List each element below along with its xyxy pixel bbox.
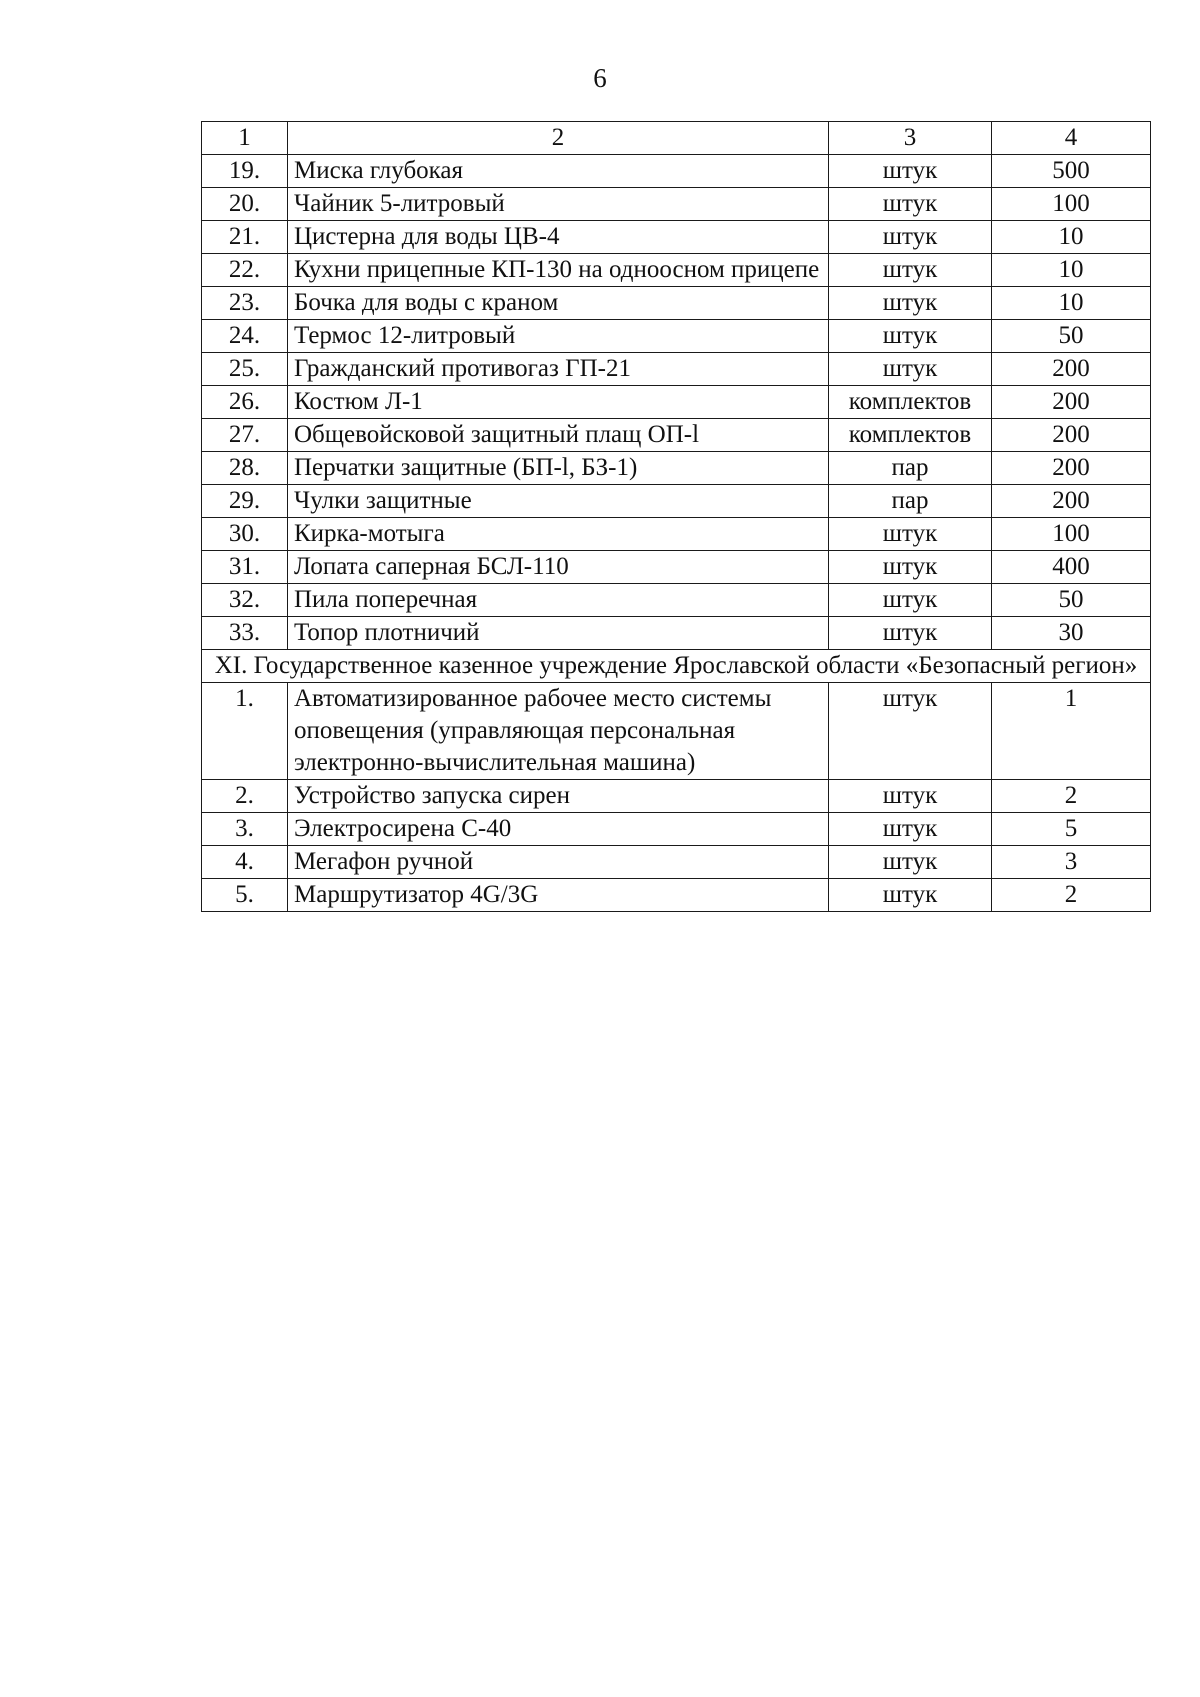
table-row (202, 617, 1151, 650)
item-name: Миска глубокая (288, 155, 829, 188)
item-name: Чайник 5-литровый (288, 188, 829, 221)
header-cell-col3: 3 (829, 122, 992, 155)
unit-of-measure: штук (829, 584, 992, 617)
item-name: Перчатки защитные (БП-l, БЗ-1) (288, 452, 829, 485)
table-row (202, 780, 1151, 813)
unit-of-measure: штук (829, 518, 992, 551)
quantity: 200 (992, 485, 1151, 518)
quantity: 100 (992, 518, 1151, 551)
row-number: 24. (202, 320, 288, 353)
table-row (202, 188, 1151, 221)
equipment-table (201, 121, 1151, 912)
table-row (202, 221, 1151, 254)
row-number: 2. (202, 780, 288, 813)
quantity: 50 (992, 584, 1151, 617)
row-number: 30. (202, 518, 288, 551)
table-row (202, 419, 1151, 452)
unit-of-measure: штук (829, 813, 992, 846)
quantity: 2 (992, 780, 1151, 813)
quantity: 100 (992, 188, 1151, 221)
row-number: 22. (202, 254, 288, 287)
table-row (202, 254, 1151, 287)
quantity: 10 (992, 287, 1151, 320)
unit-of-measure: пар (829, 452, 992, 485)
quantity: 3 (992, 846, 1151, 879)
unit-of-measure: штук (829, 155, 992, 188)
table-row (202, 155, 1151, 188)
row-number: 25. (202, 353, 288, 386)
item-name: Цистерна для воды ЦВ-4 (288, 221, 829, 254)
item-name: Кирка-мотыга (288, 518, 829, 551)
row-number: 26. (202, 386, 288, 419)
row-number: 20. (202, 188, 288, 221)
quantity: 5 (992, 813, 1151, 846)
quantity: 200 (992, 419, 1151, 452)
unit-of-measure: штук (829, 879, 992, 912)
quantity: 200 (992, 386, 1151, 419)
row-number: 1. (202, 683, 288, 780)
page-number: 6 (593, 63, 607, 93)
header-cell-col1: 1 (202, 122, 288, 155)
item-name: Бочка для воды с краном (288, 287, 829, 320)
item-name: Лопата саперная БСЛ-110 (288, 551, 829, 584)
row-number: 5. (202, 879, 288, 912)
quantity: 500 (992, 155, 1151, 188)
unit-of-measure: штук (829, 320, 992, 353)
item-name: Термос 12-литровый (288, 320, 829, 353)
unit-of-measure: штук (829, 551, 992, 584)
quantity: 2 (992, 879, 1151, 912)
quantity: 10 (992, 254, 1151, 287)
table-row (202, 485, 1151, 518)
header-cell-col4: 4 (992, 122, 1151, 155)
unit-of-measure: штук (829, 287, 992, 320)
row-number: 29. (202, 485, 288, 518)
row-number: 31. (202, 551, 288, 584)
table-row (202, 551, 1151, 584)
table-row (202, 846, 1151, 879)
quantity: 10 (992, 221, 1151, 254)
row-number: 23. (202, 287, 288, 320)
table-row (202, 518, 1151, 551)
quantity: 50 (992, 320, 1151, 353)
unit-of-measure: штук (829, 221, 992, 254)
item-name: Топор плотничий (288, 617, 829, 650)
unit-of-measure: пар (829, 485, 992, 518)
unit-of-measure: штук (829, 846, 992, 879)
table-row (202, 320, 1151, 353)
item-name: Электросирена С-40 (288, 813, 829, 846)
quantity: 400 (992, 551, 1151, 584)
table-row (202, 353, 1151, 386)
item-name: Кухни прицепные КП-130 на одноосном прицепе (288, 254, 829, 287)
row-number: 27. (202, 419, 288, 452)
item-name: Общевойсковой защитный плащ ОП-l (288, 419, 829, 452)
table-row (202, 584, 1151, 617)
row-number: 21. (202, 221, 288, 254)
unit-of-measure: штук (829, 780, 992, 813)
item-name: Гражданский противогаз ГП-21 (288, 353, 829, 386)
unit-of-measure: штук (829, 188, 992, 221)
item-name: Пила поперечная (288, 584, 829, 617)
unit-of-measure: комплектов (829, 419, 992, 452)
unit-of-measure: штук (829, 353, 992, 386)
section-title: XI. Государственное казенное учреждение Ярославской области «Безопасный регион» (202, 650, 1151, 683)
header-cell-col2: 2 (288, 122, 829, 155)
table-header-row (202, 122, 1151, 155)
unit-of-measure: штук (829, 617, 992, 650)
item-name: Чулки защитные (288, 485, 829, 518)
row-number: 28. (202, 452, 288, 485)
row-number: 19. (202, 155, 288, 188)
row-number: 33. (202, 617, 288, 650)
item-name: Костюм Л-1 (288, 386, 829, 419)
quantity: 200 (992, 353, 1151, 386)
table-row (202, 879, 1151, 912)
item-name: Автоматизированное рабочее место системы оповещения (управляющая персональная электронно-вычислительная машина) (288, 683, 829, 780)
table-row (202, 452, 1151, 485)
item-name: Маршрутизатор 4G/3G (288, 879, 829, 912)
quantity: 1 (992, 683, 1151, 780)
table-row (202, 287, 1151, 320)
unit-of-measure: штук (829, 683, 992, 780)
item-name: Устройство запуска сирен (288, 780, 829, 813)
section-header-row (202, 650, 1151, 683)
table-row (202, 813, 1151, 846)
table-row (202, 386, 1151, 419)
row-number: 3. (202, 813, 288, 846)
table-row (202, 683, 1151, 780)
row-number: 32. (202, 584, 288, 617)
unit-of-measure: штук (829, 254, 992, 287)
quantity: 200 (992, 452, 1151, 485)
item-name: Мегафон ручной (288, 846, 829, 879)
quantity: 30 (992, 617, 1151, 650)
row-number: 4. (202, 846, 288, 879)
unit-of-measure: комплектов (829, 386, 992, 419)
